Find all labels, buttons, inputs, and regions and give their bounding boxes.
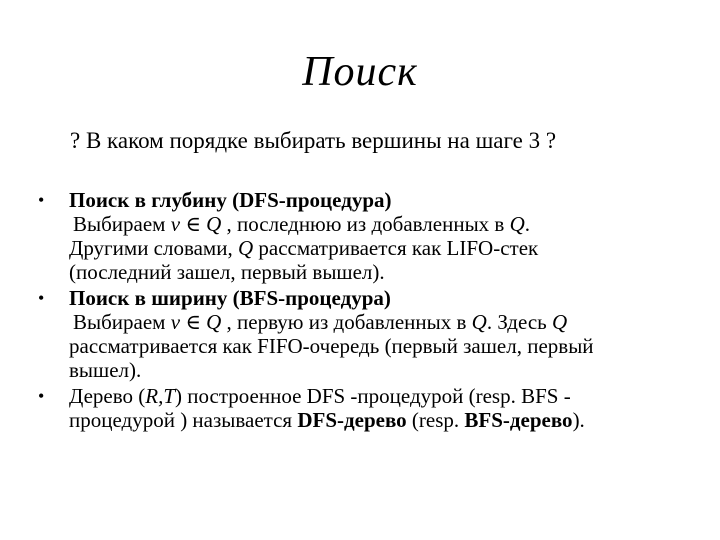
math-Q: Q [509,212,525,236]
bfs-tree-term: BFS-дерево [464,408,573,432]
text-span: , последнюю из добавленных в [221,212,510,236]
bullet-item-dfs [38,188,688,284]
dfs-line-3: (последний зашел, первый вышел). [69,260,385,284]
math-v: v [170,310,181,334]
text-span: (resp. [406,408,465,432]
text-span: . Здесь [486,310,552,334]
text-span: Выбираем [73,310,171,334]
dfs-tree-term: DFS-дерево [297,408,407,432]
dfs-heading-line [69,188,688,212]
slide-title: Поиск [302,49,418,95]
tree-line-2 [69,408,688,432]
text-span: ). [572,408,585,432]
bfs-line-2: рассматривается как FIFO-очередь (первый зашел, первый [69,334,594,358]
bullet-dot-icon: • [38,288,45,308]
dfs-line-2 [69,236,688,260]
math-v: v [170,212,181,236]
question-line: ? В каком порядке выбирать вершины на шаге 3 ? [70,128,557,153]
math-Q: Q [206,212,222,236]
math-Q: Q [471,310,487,334]
bfs-line-3: вышел). [69,358,142,382]
bullet-item-bfs [38,286,688,382]
math-Q: Q [552,310,568,334]
bullet-list [38,188,688,434]
text-span: , первую из добавленных в [221,310,472,334]
element-of-symbol: ∈ [180,212,207,236]
element-of-symbol: ∈ [180,310,207,334]
bullet-dot-icon: • [38,190,45,210]
math-Q: Q [237,236,254,260]
text-span: рассматривается как LIFO-стек [253,236,539,260]
bullet-dot-icon: • [38,386,45,406]
text-span: . [524,212,531,236]
dfs-heading: Поиск в глубину (DFS-процедура) [69,188,392,212]
dfs-line-1 [69,212,688,236]
bfs-heading: Поиск в ширину (BFS-процедура) [69,286,391,310]
math-RT: R,T [145,384,176,408]
text-span: Другими словами, [69,236,238,260]
math-Q: Q [206,310,222,334]
bfs-line-1 [69,310,688,334]
text-span: Выбираем [73,212,171,236]
text-span: ) построенное DFS -процедурой (resp. BFS - [175,384,571,408]
text-span: Дерево ( [69,384,146,408]
tree-line-1 [69,384,688,408]
text-span: процедурой ) называется [69,408,298,432]
bullet-item-tree [38,384,688,432]
bfs-heading-line [69,286,688,310]
